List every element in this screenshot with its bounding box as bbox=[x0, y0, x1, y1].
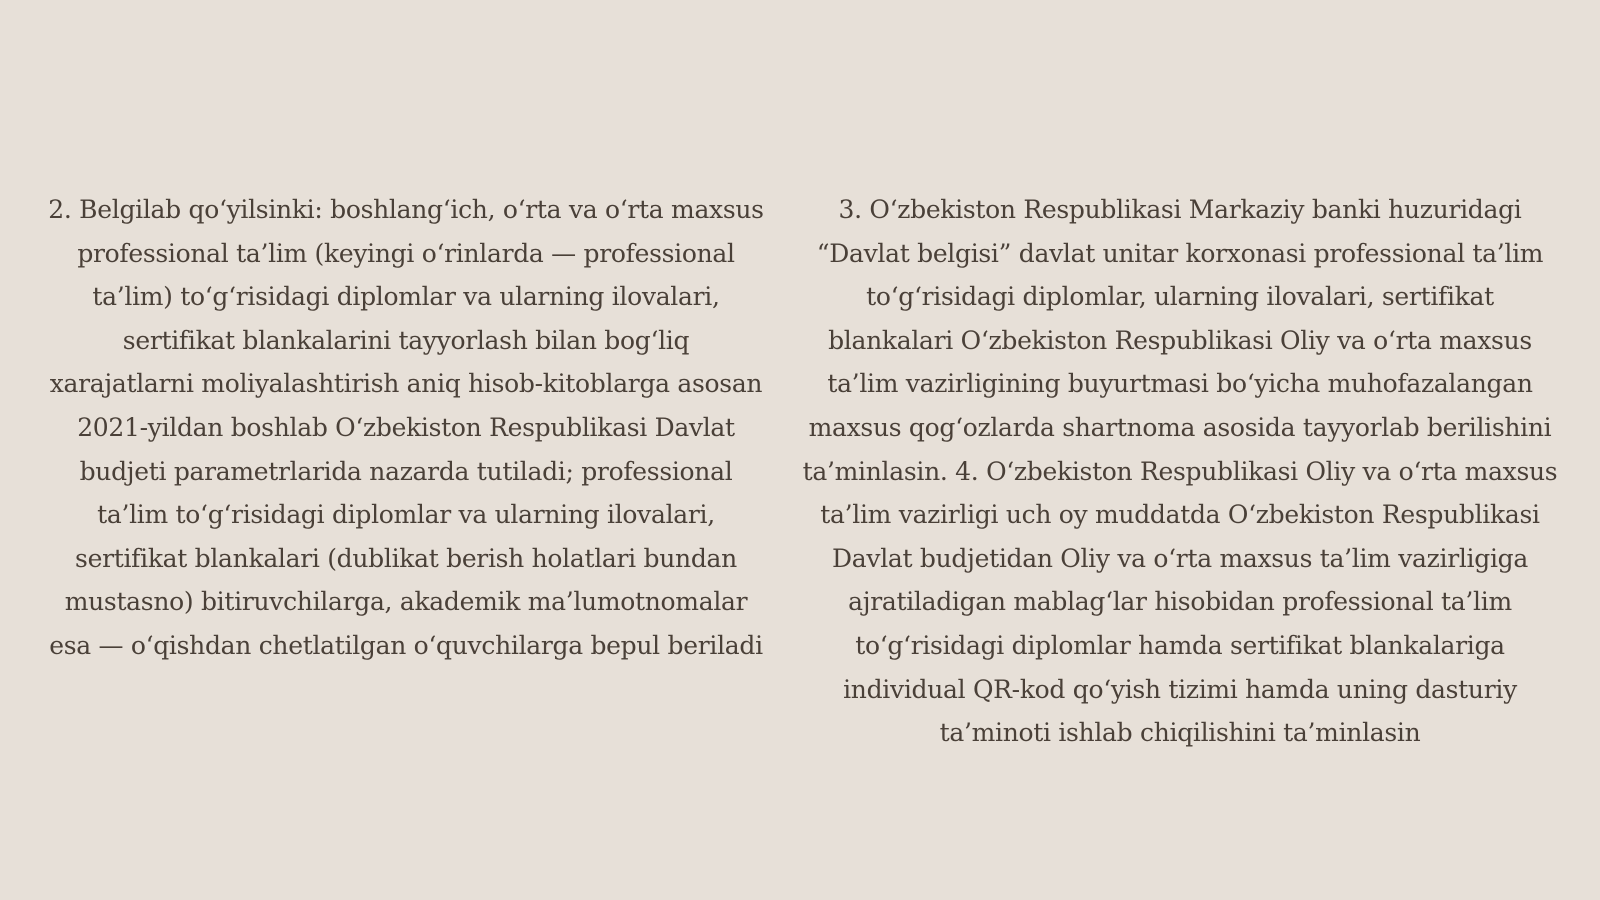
paragraph-line: budjeti parametrlarida nazarda tutiladi; professional bbox=[79, 456, 733, 486]
paragraph-line: sertifikat blankalarini tayyorlash bilan bog‘liq bbox=[122, 325, 690, 355]
paragraph-line: ta’lim) to‘g‘risidagi diplomlar va ularning ilovalari, bbox=[92, 282, 720, 312]
paragraph-line: ajratiladigan mablag‘lar hisobidan professional ta’lim bbox=[848, 587, 1512, 617]
paragraph-line: individual QR-kod qo‘yish tizimi hamda uning dasturiy bbox=[843, 674, 1517, 704]
paragraph-line: ta’lim vazirligining buyurtmasi bo‘yicha muhofazalangan bbox=[827, 369, 1533, 399]
paragraph-right bbox=[790, 188, 1570, 755]
paragraph-line: professional ta’lim (keyingi o‘rinlarda — professional bbox=[77, 238, 735, 268]
paragraph-line: 2. Belgilab qo‘yilsinki: boshlang‘ich, o‘rta va o‘rta maxsus bbox=[48, 195, 764, 224]
paragraph-left bbox=[30, 188, 782, 668]
paragraph-line: 3. O‘zbekiston Respublikasi Markaziy banki huzuridagi bbox=[838, 195, 1522, 224]
paragraph-line: ta’minlasin. 4. O‘zbekiston Respublikasi Oliy va o‘rta maxsus bbox=[802, 456, 1558, 486]
paragraph-line: ta’lim to‘g‘risidagi diplomlar va ularning ilovalari, bbox=[97, 500, 715, 530]
paragraph-line: to‘g‘risidagi diplomlar hamda sertifikat blankalariga bbox=[855, 630, 1505, 660]
paragraph-line: 2021-yildan boshlab O‘zbekiston Respublikasi Davlat bbox=[77, 412, 735, 442]
paragraph-line: mustasno) bitiruvchilarga, akademik ma’lumotnomalar bbox=[64, 587, 748, 617]
paragraph-line: ta’lim vazirligi uch oy muddatda O‘zbekiston Respublikasi bbox=[820, 500, 1540, 530]
paragraph-line: to‘g‘risidagi diplomlar, ularning ilovalari, sertifikat bbox=[866, 282, 1494, 312]
paragraph-line: “Davlat belgisi” davlat unitar korxonasi professional ta’lim bbox=[816, 238, 1544, 268]
paragraph-line: sertifikat blankalari (dublikat berish holatlari bundan bbox=[75, 543, 737, 573]
paragraph-line: ta’minoti ishlab chiqilishini ta’minlasin bbox=[939, 718, 1421, 748]
paragraph-line: maxsus qog‘ozlarda shartnoma asosida tayyorlab berilishini bbox=[808, 412, 1552, 442]
paragraph-line: blankalari O‘zbekiston Respublikasi Oliy va o‘rta maxsus bbox=[828, 325, 1532, 355]
paragraph-line: Davlat budjetidan Oliy va o‘rta maxsus ta’lim vazirligiga bbox=[832, 543, 1528, 573]
paragraph-line: xarajatlarni moliyalashtirish aniq hisob-kitoblarga asosan bbox=[49, 369, 763, 399]
paragraph-line: esa — o‘qishdan chetlatilgan o‘quvchilarga bepul beriladi bbox=[49, 630, 763, 660]
